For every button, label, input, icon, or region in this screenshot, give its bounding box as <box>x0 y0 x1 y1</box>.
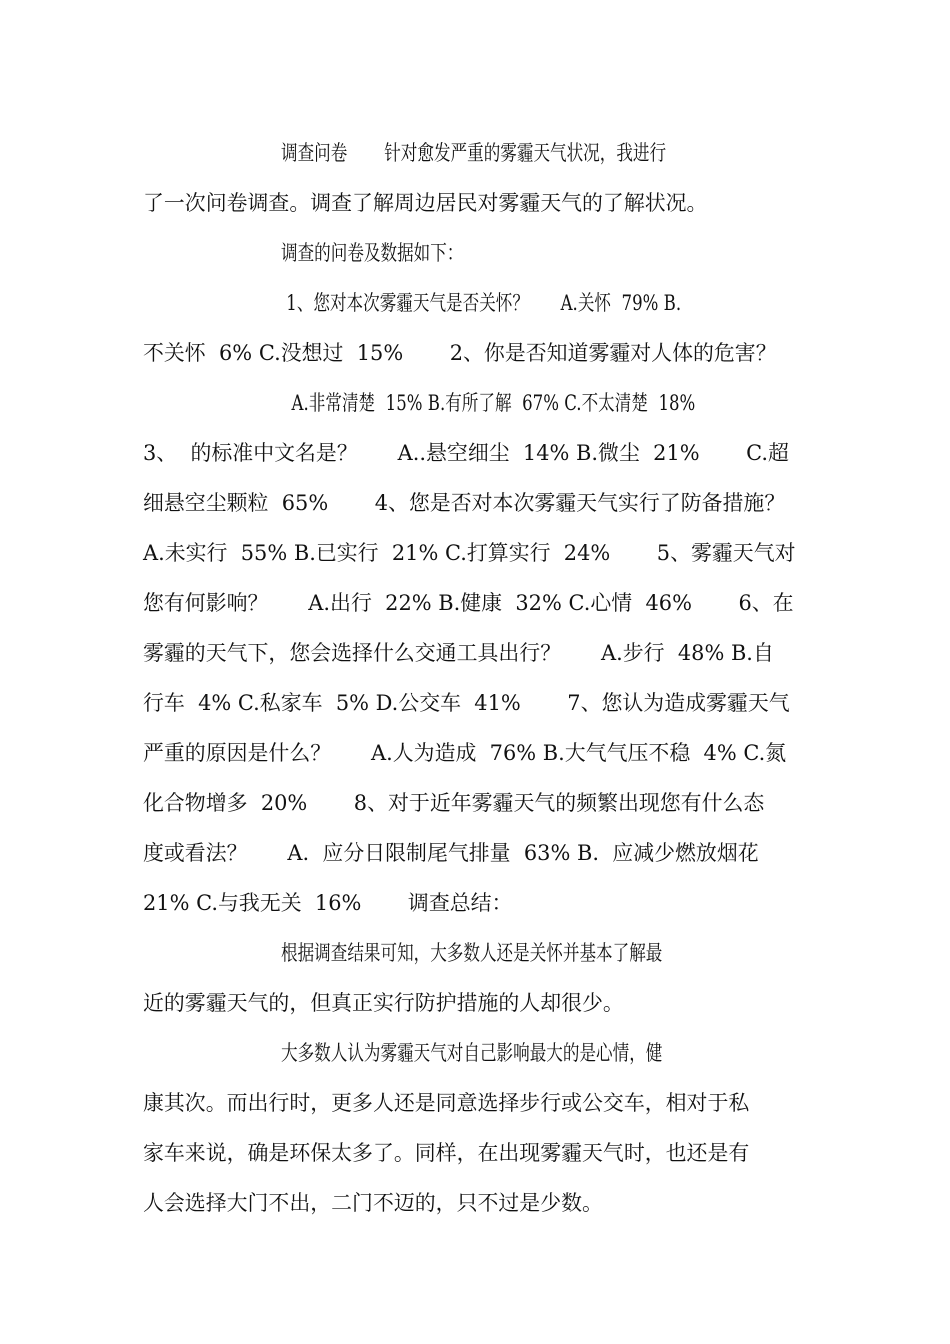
paragraph-line-7: 3、 的标准中文名是？ A..悬空细尘 14% B.微尘 21% C.超 <box>143 441 789 465</box>
paragraph-line-17: 根据调查结果可知，大多数人还是关怀并基本了解最 <box>281 941 663 965</box>
paragraph-line-22: 人会选择大门不出，二门不迈的，只不过是少数。 <box>143 1191 603 1215</box>
paragraph-line-11: 雾霾的天气下，您会选择什么交通工具出行？ A.步行 48% B.自 <box>143 641 774 665</box>
paragraph-line-9: A.未实行 55% B.已实行 21% C.打算实行 24% 5、雾霾天气对 <box>143 541 796 565</box>
paragraph-line-13: 严重的原因是什么？ A.人为造成 76% B.大气气压不稳 4% C.氮 <box>143 741 787 765</box>
paragraph-line-12: 行车 4% C.私家车 5% D.公交车 41% 7、您认为造成雾霾天气 <box>143 691 790 715</box>
paragraph-line-21: 家车来说，确是环保太多了。同样，在出现雾霾天气时，也还是有 <box>143 1141 750 1165</box>
paragraph-line-20: 康其次。而出行时，更多人还是同意选择步行或公交车，相对于私 <box>143 1091 750 1115</box>
paragraph-line-19: 大多数人认为雾霾天气对自己影响最大的是心情，健 <box>281 1041 663 1065</box>
paragraph-line-3: 调查的问卷及数据如下： <box>281 241 464 265</box>
paragraph-line-14: 化合物增多 20% 8、对于近年雾霾天气的频繁出现您有什么态 <box>143 791 765 815</box>
paragraph-line-15: 度或看法？ A. 应分日限制尾气排量 63% B. 应减少燃放烟花 <box>143 841 759 865</box>
paragraph-line-8: 细悬空尘颗粒 65% 4、您是否对本次雾霾天气实行了防备措施？ <box>143 491 786 515</box>
paragraph-line-16: 21% C.与我无关 16% 调查总结： <box>143 891 513 915</box>
paragraph-line-2: 了一次问卷调查。调查了解周边居民对雾霾天气的了解状况。 <box>143 191 708 215</box>
paragraph-line-18: 近的雾霾天气的，但真正实行防护措施的人却很少。 <box>143 991 624 1015</box>
paragraph-line-5: 不关怀 6% C.没想过 15% 2、你是否知道雾霾对人体的危害？ <box>143 341 777 365</box>
paragraph-line-4: 1、您对本次雾霾天气是否关怀？ A.关怀 79% B. <box>281 291 682 315</box>
paragraph-line-1: 调查问卷 针对愈发严重的雾霾天气状况，我进行 <box>281 141 667 165</box>
paragraph-line-10: 您有何影响？ A.出行 22% B.健康 32% C.心情 46% 6、在 <box>143 591 794 615</box>
paragraph-line-6: A.非常清楚 15% B.有所了解 67% C.不太清楚 18% <box>281 391 696 415</box>
